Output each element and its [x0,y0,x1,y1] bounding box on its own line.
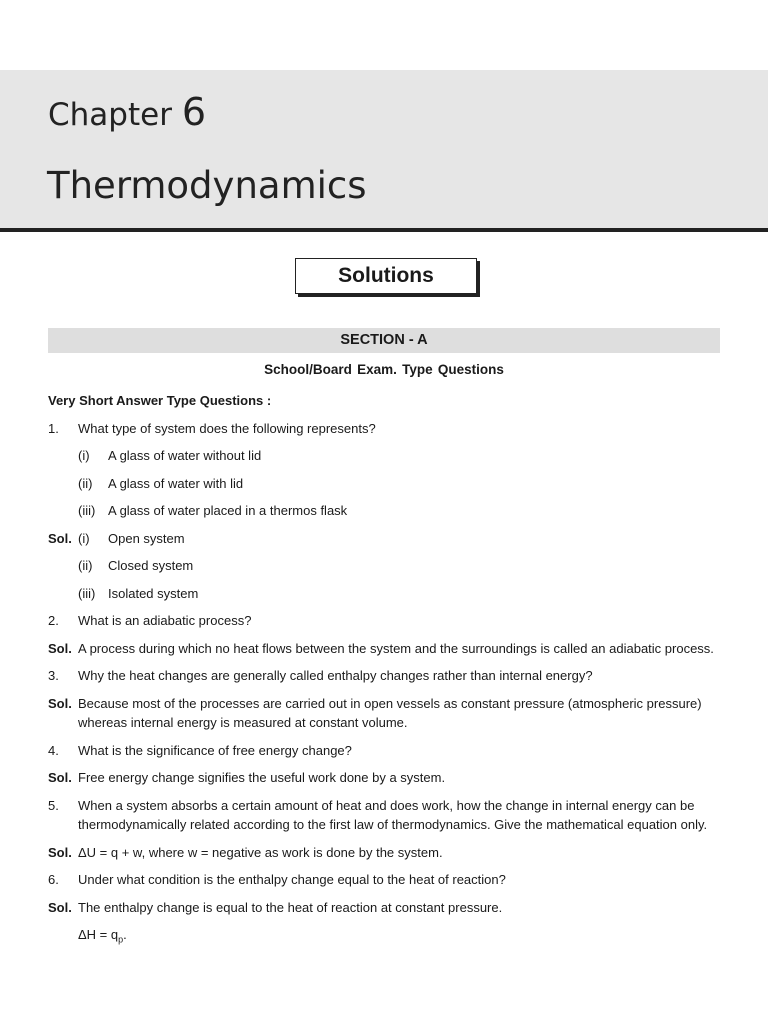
chapter-title: Thermodynamics [47,164,367,207]
solution-1-item-3: (iii) Isolated system [78,585,199,601]
solution-6: Sol. The enthalpy change is equal to the heat of reaction at constant pressure. [48,899,503,915]
question-6: 6. Under what condition is the enthalpy change equal to the heat of reaction? [48,872,506,887]
section-heading: SECTION - A [48,328,720,353]
solution-4: Sol. Free energy change signifies the useful work done by a system. [48,770,446,785]
question-1-item-1: (i) A glass of water without lid [78,448,262,463]
subheading: School/Board Exam. Type Questions [264,362,504,377]
question-4: 4. What is the significance of free energy change? [48,742,352,758]
question-text: What type of system does the following represents? [78,420,376,436]
question-number: 1. [48,420,59,436]
solution-1-item-1: Sol. (i) Open system [48,529,720,549]
solution-2: Sol. A process during which no heat flows between the system and the surroundings is called an adiabatic process. [48,640,714,656]
question-1-item-3: (iii) A glass of water placed in a thermos flask [78,503,348,518]
solution-1-item-2: (ii) Closed system [78,558,194,573]
solution-5: Sol. ΔU = q + w, where w = negative as work is done by the system. [48,844,443,860]
chapter-number: 6 [181,90,206,134]
question-5: 5. When a system absorbs a certain amount of heat and does work, how the change in internal energy can be thermodynamically related according to the first law of thermodynamics. Give the mathematical equation only. [48,797,708,832]
solution-3: Sol. Because most of the processes are carried out in open vessels as constant pressure (atmospheric pressure) whereas internal energy is measured at constant volume. [48,695,702,730]
vsa-heading: Very Short Answer Type Questions : [48,393,272,408]
question-2: 2. What is an adiabatic process? [48,613,252,628]
question-1 [48,419,720,439]
question-3: 3. Why the heat changes are generally called enthalpy changes rather than internal energy? [48,668,593,683]
solutions-heading: Solutions [295,258,477,294]
chapter-header [0,70,768,232]
sol-label: Sol. [48,530,72,546]
question-1-item-2: (ii) A glass of water with lid [78,475,244,491]
content [48,391,720,950]
chapter-label: Chapter 6 [48,90,206,134]
equation: $\Delta H = q_p$. [78,927,127,945]
